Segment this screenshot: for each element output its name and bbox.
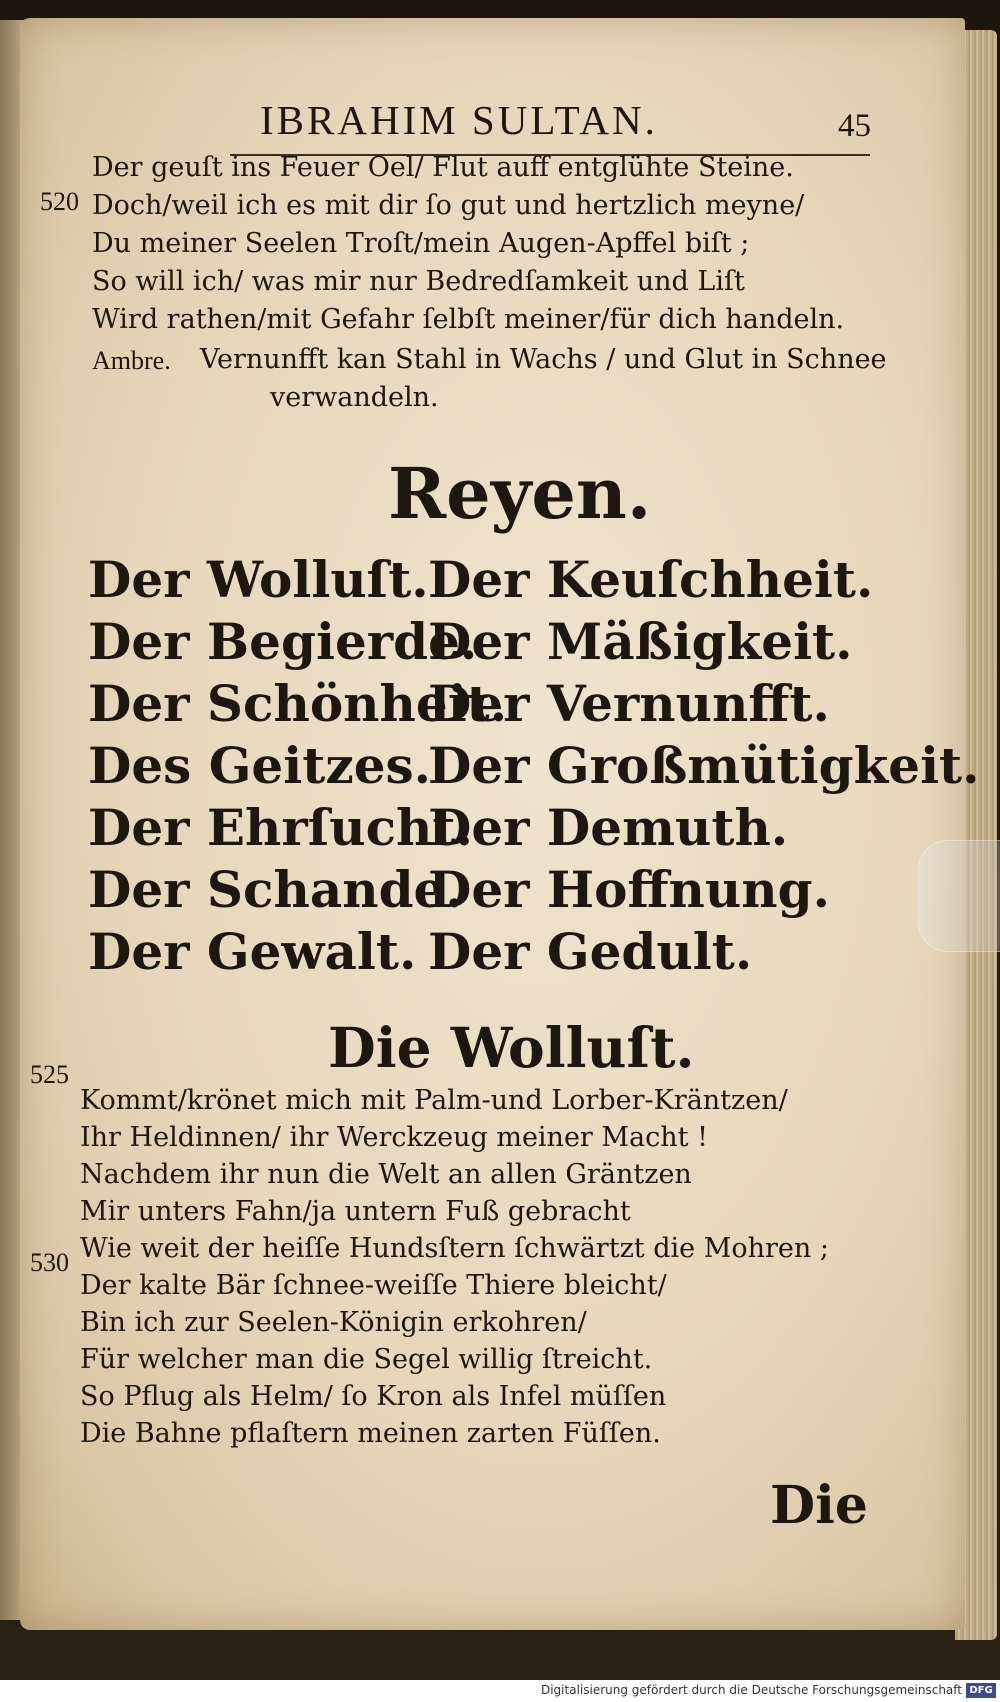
line-number: 530 [30,1248,69,1277]
cast-item: Der Gedult. [428,922,753,981]
verse-line: So Pflug als Helm/ ſo Kron als Infel müſſen [80,1381,667,1412]
verse-line: Bin ich zur Seelen-Königin erkohren/ [80,1307,587,1338]
cast-item: Der Keuſchheit. [428,550,874,609]
verse-line: Vernunfft kan Stahl in Wachs / und Glut in Schnee [200,344,887,375]
line-number: 525 [30,1060,69,1089]
verse-line: So will ich/ was mir nur Bedredſamkeit und Liſt [92,266,745,297]
cast-item: Der Großmütigkeit. [428,736,980,795]
cast-item: Der Hoffnung. [428,860,830,919]
cast-item: Der Begierde. [88,612,478,671]
running-head: IBRAHIM SULTAN. [260,97,658,143]
verse-line: Nachdem ihr nun die Welt an allen Gräntzen [80,1159,692,1190]
chorus-heading: Reyen. [388,452,652,535]
cast-item: Der Wolluſt. [88,550,429,609]
verse-line: Der kalte Bär ſchnee-weiſſe Thiere bleicht/ [80,1270,667,1301]
verse-line: Wie weit der heiſſe Hundsſtern ſchwärtzt die Mohren ; [80,1233,829,1264]
cast-item: Der Ehrſucht. [88,798,473,857]
cast-item: Der Schande. [88,860,463,919]
speaker-name: Ambre. [92,346,171,375]
cast-item: Der Mäßigkeit. [428,612,853,671]
verse-line: Doch/weil ich es mit dir ſo gut und hertzlich meyne/ [92,190,805,221]
verse-line: verwandeln. [270,382,439,413]
cast-item: Der Vernunfft. [428,674,830,733]
cast-item: Der Gewalt. [88,922,417,981]
cast-item: Der Schönheit. [88,674,508,733]
verse-line: Die Bahne pflaſtern meinen zarten Füſſen. [80,1418,661,1449]
verse-line: Ihr Heldinnen/ ihr Werckzeug meiner Macht ! [80,1122,708,1153]
section-heading: Die Wolluſt. [328,1015,695,1080]
cast-item: Der Demuth. [428,798,789,857]
page-holder-clip [918,840,1000,952]
digitization-credit: Digitalisierung gefördert durch die Deutsche Forschungsgemeinschaft [540,1683,962,1697]
verse-line: Du meiner Seelen Troſt/mein Augen-Apffel biſt ; [92,228,750,259]
cast-item: Des Geitzes. [88,736,432,795]
catchword: Die [770,1475,868,1536]
line-number: 520 [40,187,79,216]
verse-line: Mir unters Fahn/ja untern Fuß gebracht [80,1196,631,1227]
page-number: 45 [838,108,871,144]
dfg-logo: DFG [966,1683,996,1698]
verse-line: Der geuſt ins Feuer Oel/ Flut auff entglühte Steine. [92,152,794,183]
verse-line: Für welcher man die Segel willig ſtreicht. [80,1344,653,1375]
verse-line: Kommt/krönet mich mit Palm-und Lorber-Kräntzen/ [80,1085,788,1116]
verse-line: Wird rathen/mit Gefahr ſelbſt meiner/für dich handeln. [92,304,845,335]
